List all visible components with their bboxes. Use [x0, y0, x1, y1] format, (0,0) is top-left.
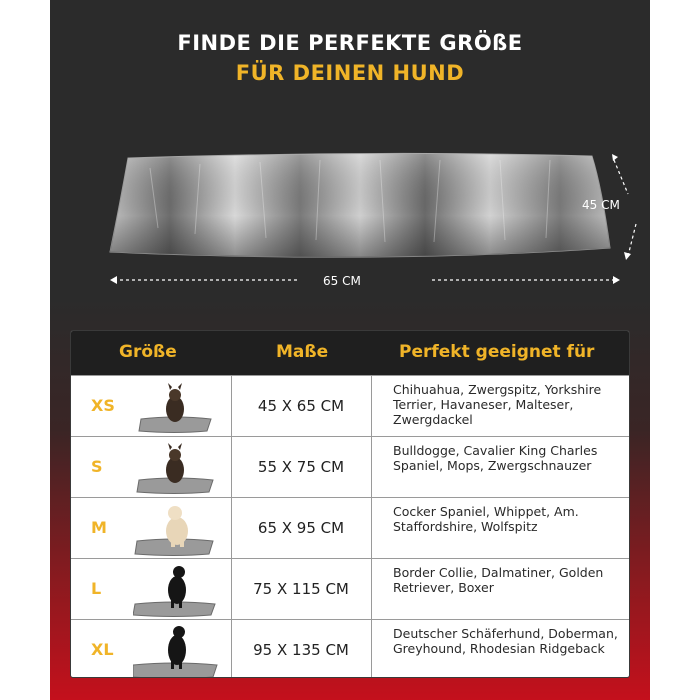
- headline-line-2: FÜR DEINEN HUND: [235, 61, 465, 85]
- medium-dog-icon: [133, 501, 218, 557]
- height-dimension-label: 45 CM: [582, 198, 620, 212]
- table-row: [71, 436, 629, 498]
- table-row: [71, 619, 629, 678]
- size-label: S: [91, 457, 103, 476]
- suitable-breeds: Cocker Spaniel, Whippet, Am. Staffordshire, Wolfspitz: [393, 504, 579, 534]
- small-dog-icon: [133, 440, 218, 496]
- table-row: [71, 375, 629, 437]
- suitable-breeds: Border Collie, Dalmatiner, Golden Retriever, Boxer: [393, 565, 604, 595]
- small-dog-icon: [133, 379, 218, 435]
- dimensions-value: 65 X 95 CM: [257, 519, 345, 537]
- size-label: M: [91, 518, 107, 537]
- size-label: L: [91, 579, 102, 598]
- dimensions-value: 95 X 135 CM: [253, 641, 349, 659]
- size-table: [70, 330, 630, 678]
- header-dimensions: Maße: [276, 342, 329, 362]
- table-row: [71, 497, 629, 559]
- suitable-breeds: Bulldogge, Cavalier King Charles Spaniel, Mops, Zwergschnauzer: [393, 443, 598, 473]
- header-suitable: Perfekt geeignet für: [399, 342, 595, 362]
- dog-mat-image: [110, 148, 650, 298]
- headline-line-1: FINDE DIE PERFEKTE GRÖßE: [177, 31, 523, 55]
- width-arrow: [110, 276, 620, 284]
- dimensions-value: 55 X 75 CM: [257, 458, 345, 476]
- suitable-breeds: Chihuahua, Zwergspitz, Yorkshire Terrier, Havaneser, Malteser, Zwergdackel: [393, 382, 602, 427]
- large-dog-icon: [133, 623, 218, 678]
- dimensions-value: 45 X 65 CM: [257, 397, 345, 415]
- dimensions-value: 75 X 115 CM: [253, 580, 349, 598]
- large-dog-icon: [133, 562, 218, 618]
- width-dimension-label: 65 CM: [323, 274, 361, 288]
- product-panel: [50, 0, 650, 700]
- header-size: Größe: [119, 342, 177, 362]
- table-row: [71, 558, 629, 620]
- size-label: XS: [91, 396, 115, 415]
- table-header: [71, 331, 629, 375]
- suitable-breeds: Deutscher Schäferhund, Doberman, Greyhound, Rhodesian Ridgeback: [393, 626, 618, 656]
- size-label: XL: [91, 640, 114, 659]
